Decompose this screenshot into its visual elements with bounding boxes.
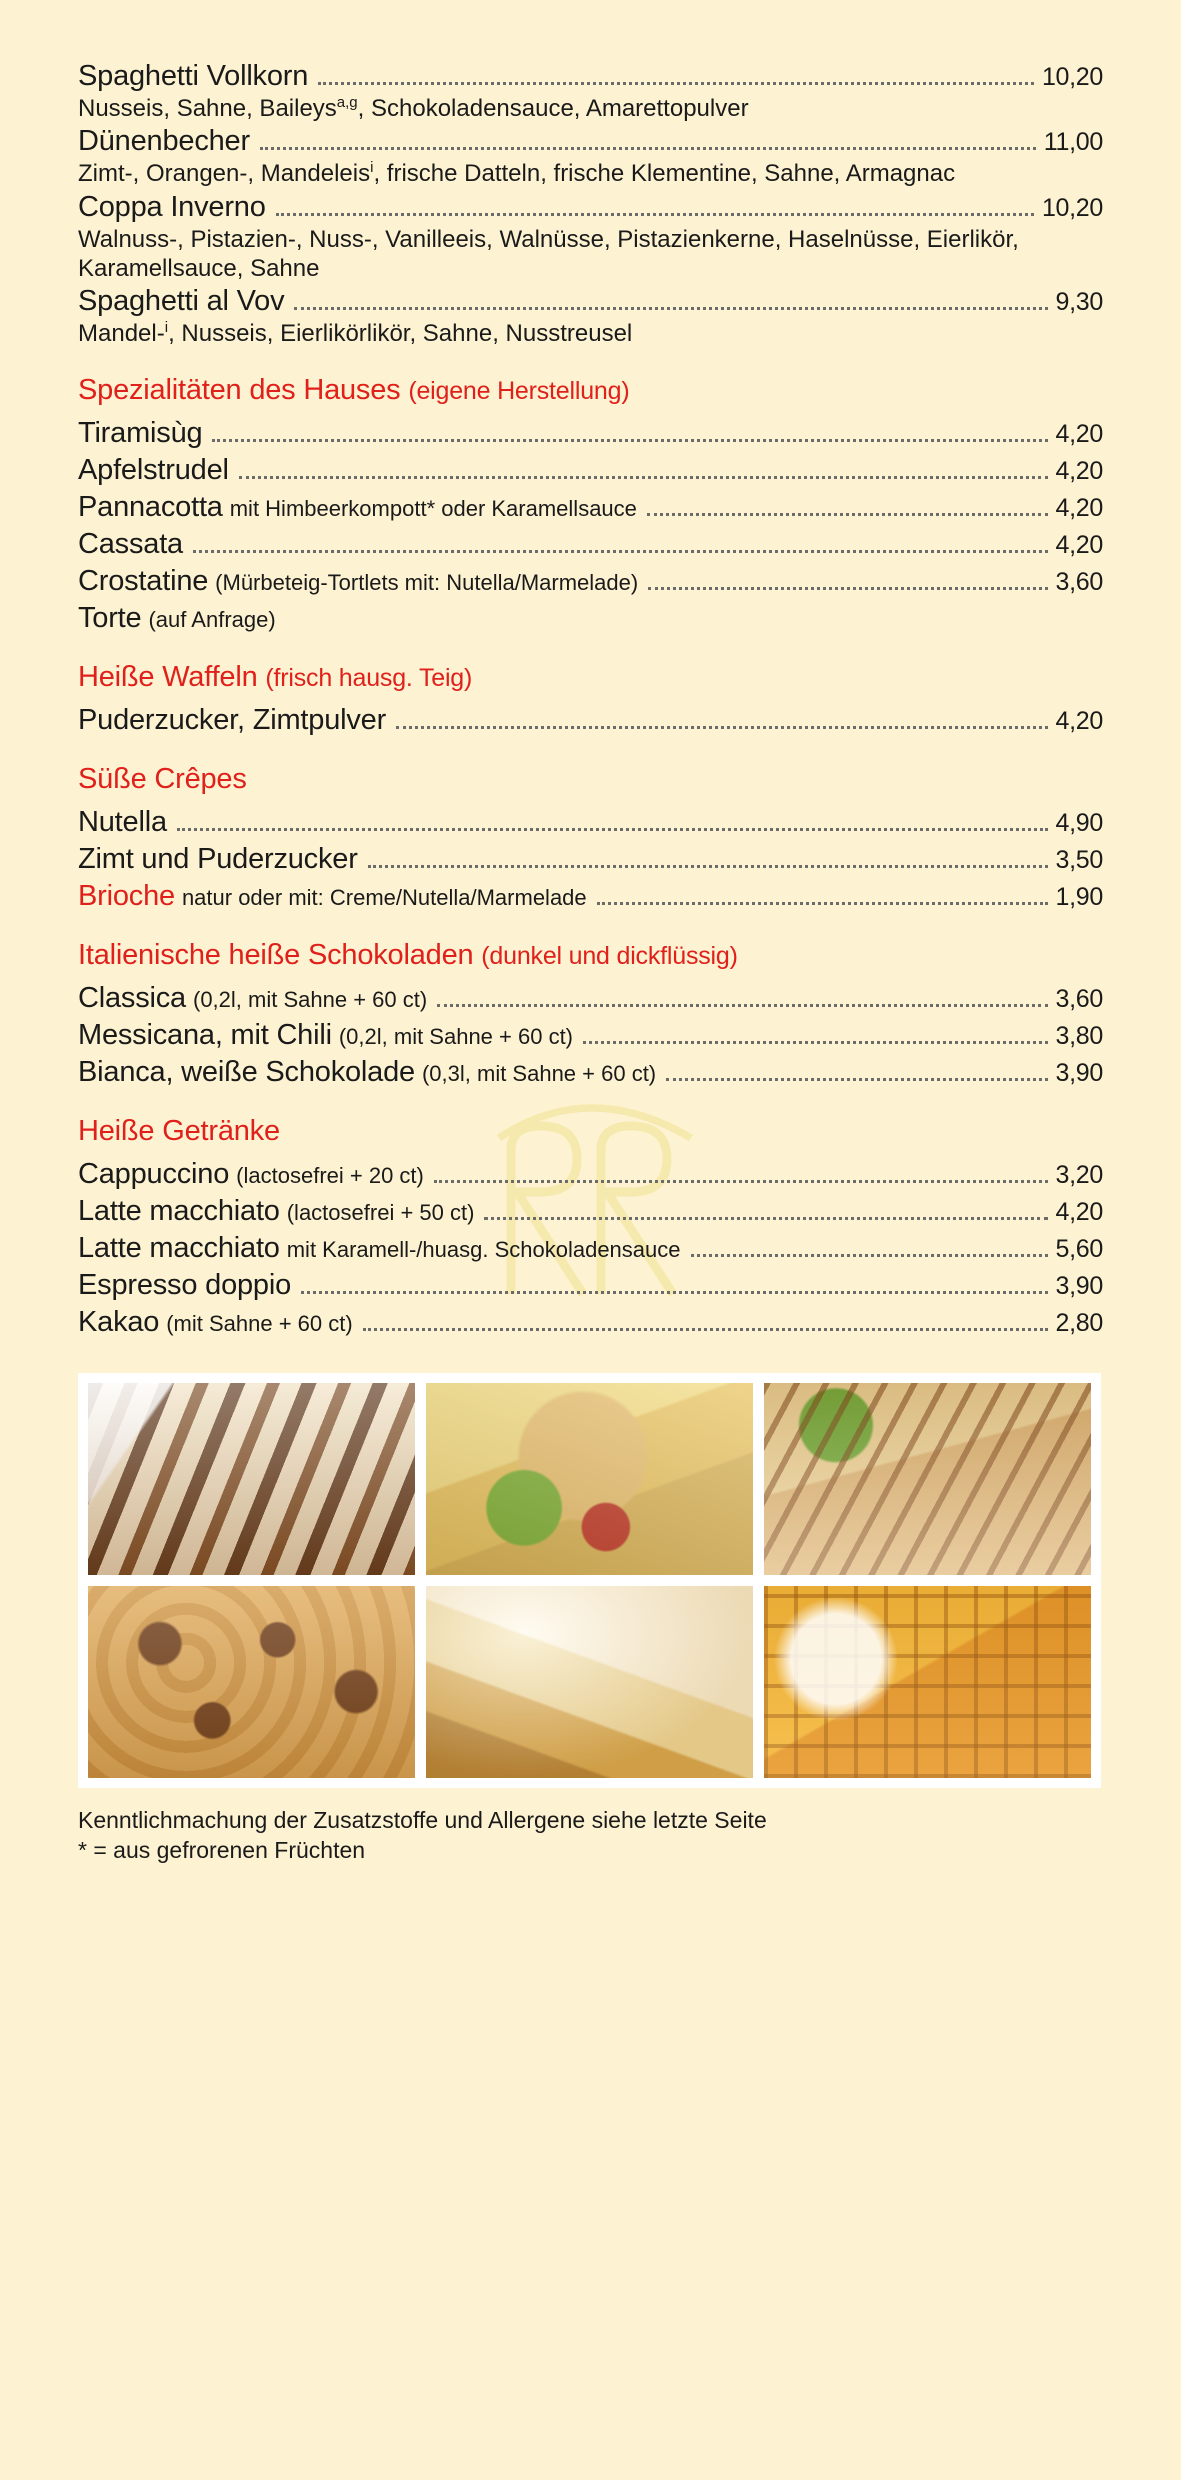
menu-entry-row <box>78 1019 1103 1052</box>
item-description-text: Walnuss-, Pistazien-, Nuss-, Vanilleeis, Walnüsse, Pistazienkerne, Haselnüsse, Eierlikör, Karamellsauce, Sahne <box>78 225 1019 282</box>
item-name: Spaghetti Vollkorn <box>78 60 309 92</box>
item-price: 4,20 <box>1055 1198 1103 1227</box>
item-qualifier: mit Himbeerkompott* oder Karamellsauce <box>229 496 637 522</box>
photo-baguette-sandwich <box>426 1383 753 1575</box>
photo-tartlets <box>88 1586 415 1778</box>
item-price: 3,50 <box>1055 846 1103 875</box>
item-price: 10,20 <box>1041 63 1103 91</box>
menu-entry <box>78 125 1103 188</box>
item-qualifier: (auf Anfrage) <box>148 607 276 633</box>
footnote-frozen-fruit: * = aus gefrorenen Früchten <box>78 1837 366 1864</box>
item-qualifier: (Mürbeteig-Tortlets mit: Nutella/Marmelade) <box>215 570 639 596</box>
dot-leader <box>368 865 1048 868</box>
menu-entry <box>78 60 1103 123</box>
menu-entry <box>78 602 1103 635</box>
dot-leader <box>648 587 1047 590</box>
item-price: 5,60 <box>1055 1235 1103 1264</box>
item-price: 4,20 <box>1055 420 1103 449</box>
menu-entry-row <box>78 1056 1103 1089</box>
menu-entry <box>78 1019 1103 1052</box>
item-description-text: Mandel- <box>78 320 165 348</box>
section-title: Süße Crêpes <box>78 763 247 796</box>
menu-entry-row <box>78 982 1103 1015</box>
item-name: Latte macchiato <box>78 1232 280 1265</box>
allergen-marker: i <box>370 159 374 177</box>
dot-leader <box>177 828 1048 831</box>
photo-row-top <box>88 1383 1091 1575</box>
section-note: (eigene Herstellung) <box>408 377 630 406</box>
menu-entry-row <box>78 1158 1103 1191</box>
menu-entry <box>78 982 1103 1015</box>
item-price: 3,80 <box>1055 1022 1103 1051</box>
item-price: 4,20 <box>1055 707 1103 736</box>
item-name: Kakao <box>78 1306 160 1339</box>
dot-leader <box>239 476 1048 479</box>
dot-leader <box>260 147 1036 150</box>
item-description-text: Nusseis, Sahne, Baileys <box>78 95 337 122</box>
menu-entry-row <box>78 60 1103 93</box>
menu-content <box>78 60 1103 1866</box>
item-description <box>78 225 1088 284</box>
item-description-rest: , Schokoladensauce, Amarettopulver <box>357 95 749 122</box>
item-description <box>78 94 1088 123</box>
item-description-rest: , frische Datteln, frische Klementine, Sahne, Armagnac <box>373 160 956 188</box>
menu-entry <box>78 806 1103 839</box>
photo-grilled-panini <box>764 1383 1091 1575</box>
menu-entry <box>78 1232 1103 1265</box>
menu-entry <box>78 454 1103 487</box>
item-name: Cappuccino <box>78 1158 230 1191</box>
item-name: Classica <box>78 982 186 1015</box>
section-heading-crepes <box>78 763 1103 796</box>
photo-chocolate-cake-slices <box>88 1383 415 1575</box>
menu-entry <box>78 191 1103 284</box>
menu-entry-row <box>78 417 1103 450</box>
item-price: 3,60 <box>1055 568 1103 597</box>
photo-cheesecake-slice <box>426 1586 753 1778</box>
menu-entry-row <box>78 1269 1103 1302</box>
menu-entry <box>78 1056 1103 1089</box>
item-name: Messicana, mit Chili <box>78 1019 332 1052</box>
dot-leader <box>318 82 1034 85</box>
item-name: Crostatine <box>78 565 209 598</box>
menu-entry-row <box>78 880 1103 913</box>
section-heading-getraenke <box>78 1115 1103 1148</box>
item-qualifier: (0,2l, mit Sahne + 60 ct) <box>338 1024 574 1050</box>
item-price: 4,20 <box>1055 494 1103 523</box>
item-qualifier: (lactosefrei + 50 ct) <box>286 1200 475 1226</box>
section-heading-spezialitaeten <box>78 374 1103 407</box>
dot-leader <box>276 213 1034 216</box>
menu-entry <box>78 1195 1103 1228</box>
menu-entry-row <box>78 565 1103 598</box>
item-qualifier: (0,3l, mit Sahne + 60 ct) <box>421 1061 657 1087</box>
dot-leader <box>647 513 1048 516</box>
item-name: Zimt und Puderzucker <box>78 843 358 876</box>
item-price: 1,90 <box>1055 883 1103 912</box>
item-name: Coppa Inverno <box>78 190 266 223</box>
footnote-allergens: Kenntlichmachung der Zusatzstoffe und Allergene siehe letzte Seite <box>78 1807 767 1834</box>
dot-leader <box>597 902 1048 905</box>
menu-entry <box>78 1158 1103 1191</box>
menu-entry-row <box>78 191 1103 224</box>
section-note: (dunkel und dickflüssig) <box>481 942 738 971</box>
item-description-text: Zimt-, Orangen-, Mandeleis <box>78 160 371 188</box>
dot-leader <box>691 1254 1048 1257</box>
section-title: Italienische heiße Schokoladen <box>78 939 474 972</box>
photo-waffle <box>764 1586 1091 1778</box>
dot-leader <box>193 550 1048 553</box>
dot-leader <box>666 1078 1047 1081</box>
menu-entry <box>78 843 1103 876</box>
allergen-marker: i <box>164 319 169 337</box>
item-name: Bianca, weiße Schokolade <box>78 1056 415 1089</box>
item-price: 3,90 <box>1055 1272 1103 1301</box>
allergen-marker: g <box>186 417 203 450</box>
item-qualifier: mit Karamell-/huasg. Schokoladensauce <box>286 1237 681 1263</box>
item-name: Dünenbecher <box>78 125 250 158</box>
section-title: Heiße Waffeln <box>78 661 258 694</box>
menu-entry-row <box>78 806 1103 839</box>
item-name: Puderzucker, Zimtpulver <box>78 704 387 737</box>
item-price: 4,90 <box>1055 809 1103 838</box>
menu-entry-row <box>78 528 1103 561</box>
dot-leader <box>294 307 1047 310</box>
section-heading-schokoladen <box>78 939 1103 972</box>
menu-entry <box>78 880 1103 913</box>
item-price: 10,20 <box>1041 193 1103 222</box>
section-title: Heiße Getränke <box>78 1115 280 1148</box>
menu-entry-row <box>78 125 1103 158</box>
section-heading-waffeln <box>78 661 1103 694</box>
menu-entry <box>78 1306 1103 1339</box>
dot-leader <box>212 439 1047 442</box>
menu-entry <box>78 704 1103 737</box>
item-price: 4,20 <box>1055 531 1103 560</box>
item-name: Brioche <box>78 880 175 913</box>
menu-entry-row <box>78 1306 1103 1339</box>
item-qualifier: (mit Sahne + 60 ct) <box>166 1311 353 1337</box>
item-name: Torte <box>78 602 142 635</box>
item-price: 3,90 <box>1055 1059 1103 1088</box>
item-description <box>78 159 1088 188</box>
menu-entry <box>78 528 1103 561</box>
menu-entry <box>78 285 1103 348</box>
menu-entry-row <box>78 843 1103 876</box>
section-note: (frisch hausg. Teig) <box>265 664 473 693</box>
item-price: 11,00 <box>1043 128 1103 157</box>
item-name: Latte macchiato <box>78 1195 280 1228</box>
menu-entry <box>78 565 1103 598</box>
dot-leader <box>484 1217 1047 1220</box>
menu-entry-row <box>78 1232 1103 1265</box>
menu-entry <box>78 417 1103 450</box>
item-price: 2,80 <box>1055 1309 1103 1338</box>
item-price: 3,20 <box>1055 1161 1103 1190</box>
menu-entry <box>78 1269 1103 1302</box>
item-name: Tiramisù <box>78 417 187 450</box>
item-price: 9,30 <box>1055 288 1103 317</box>
dot-leader <box>363 1328 1048 1331</box>
item-name: Nutella <box>78 806 167 839</box>
item-name: Espresso doppio <box>78 1269 292 1302</box>
item-qualifier: natur oder mit: Creme/Nutella/Marmelade <box>181 885 587 911</box>
dot-leader <box>583 1041 1048 1044</box>
item-price: 4,20 <box>1055 457 1103 486</box>
item-qualifier: (lactosefrei + 20 ct) <box>236 1163 424 1189</box>
dot-leader <box>437 1004 1047 1007</box>
item-qualifier: (0,2l, mit Sahne + 60 ct) <box>193 987 428 1013</box>
item-name: Spaghetti al Vov <box>78 285 285 318</box>
menu-entry-row <box>78 454 1103 487</box>
dot-leader <box>396 726 1047 729</box>
dot-leader <box>434 1180 1048 1183</box>
item-price: 3,60 <box>1055 985 1103 1014</box>
item-name: Cassata <box>78 528 183 561</box>
menu-entry-row <box>78 1195 1103 1228</box>
section-title: Spezialitäten des Hauses <box>78 374 401 407</box>
menu-entry-row <box>78 602 1103 635</box>
menu-entry-row <box>78 491 1103 524</box>
photo-row-bottom <box>88 1586 1091 1778</box>
menu-entry <box>78 491 1103 524</box>
item-name: Pannacotta <box>78 491 223 524</box>
menu-entry-row <box>78 285 1103 318</box>
item-description-rest: , Nusseis, Eierlikörlikör, Sahne, Nusstreusel <box>168 320 633 348</box>
allergen-marker: a,g <box>336 94 358 111</box>
footnotes <box>78 1806 1103 1866</box>
dot-leader <box>301 1291 1048 1294</box>
photo-gallery <box>78 1373 1101 1788</box>
item-name: Apfelstrudel <box>78 454 229 487</box>
menu-entry-row <box>78 704 1103 737</box>
item-description <box>78 319 1088 348</box>
